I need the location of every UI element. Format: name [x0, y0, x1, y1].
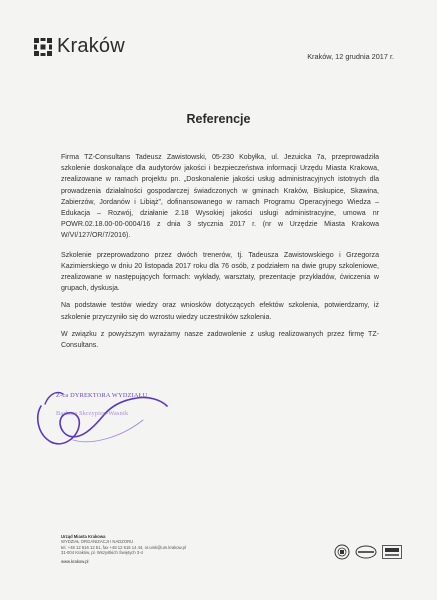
krakow-logo: [34, 35, 125, 58]
logo-text: Kraków: [57, 35, 125, 57]
letter-body: [61, 152, 379, 351]
letter-title: Referencje: [186, 112, 251, 126]
stamp-name: Barbara Skrzypiec-Wasnik: [56, 410, 129, 417]
footer-website: www.krakow.pl: [61, 558, 89, 564]
letter-date: Kraków, 12 grudnia 2017 r.: [307, 52, 394, 61]
paragraph: Szkolenie przeprowadzono przez dwóch trenerów, tj. Tadeusza Zawistowskiego i Grzegorza Kazimierskiego w dniu 20 listopada 2017 roku dla 76 osób, z podziałem na dwie grupy szkoleniowe, zrealizowane w następujących formach: wykłady, warsztaty, prezentacje przykładów, ćwiczenia w grupach, dyskusja.: [61, 251, 379, 293]
letter-footer: [61, 534, 261, 564]
quality-badge-icon: [382, 545, 402, 559]
paragraph: Na podstawie testów wiedzy oraz wniosków dotyczących efektów szkolenia, potwierdzamy, iż szkolenie przyczyniło się do wzrostu wiedzy uczestników szkolenia.: [61, 302, 379, 321]
stamp-title: Z-ca DYREKTORA WYDZIAŁU: [56, 392, 148, 399]
paragraph: Firma TZ-Consultans Tadeusz Zawistowski, 05-230 Kobyłka, ul. Jezuicka 7a, przeprowadziła szkolenie doskonalące dla audytorów jakości i bezpieczeństwa informacji Urzędu Miasta Krakowa, zrealizowane w ramach projektu pn. „Doskonalenie jakości usług administracyjnych istotnych dla prowadzenia działalności gospodarczej świadczonych w gminach Kraków, Biskupice, Skawina, Zabierzów, Jordanów i Libiąż”, dofinansowanego w ramach Programu Operacyjnego Wiedza – Edukacja – Rozwój, działanie 2.18 Wysokiej jakości usługi administracyjne, umowa nr POWR.02.18.00-00-0004/16 z dnia 3 stycznia 2017 r. (nr w Urzędzie Miasta Krakowa W/VI/127/OR/7/2016).: [61, 154, 379, 240]
footer-dept: WYDZIAŁ ORGANIZACJI I NADZORU: [61, 539, 134, 545]
footer-address: 31-004 Kraków, pl. Wszystkich Świętych 3-4: [61, 550, 143, 556]
certification-badge-icon: [334, 544, 350, 560]
certification-badges: [334, 544, 402, 560]
krakow-crest-icon: [34, 38, 52, 56]
footer-org: Urząd Miasta Krakowa: [61, 534, 106, 539]
footer-contact: tel. +48 12 616 12 51, fax +48 12 616 14 44, or.umk@um.krakow.pl: [61, 544, 186, 550]
paragraph: W związku z powyższym wyrażamy nasze zadowolenie z usług realizowanych przez firmę TZ-Consultans.: [61, 330, 379, 350]
iso-badge-icon: [355, 545, 377, 559]
